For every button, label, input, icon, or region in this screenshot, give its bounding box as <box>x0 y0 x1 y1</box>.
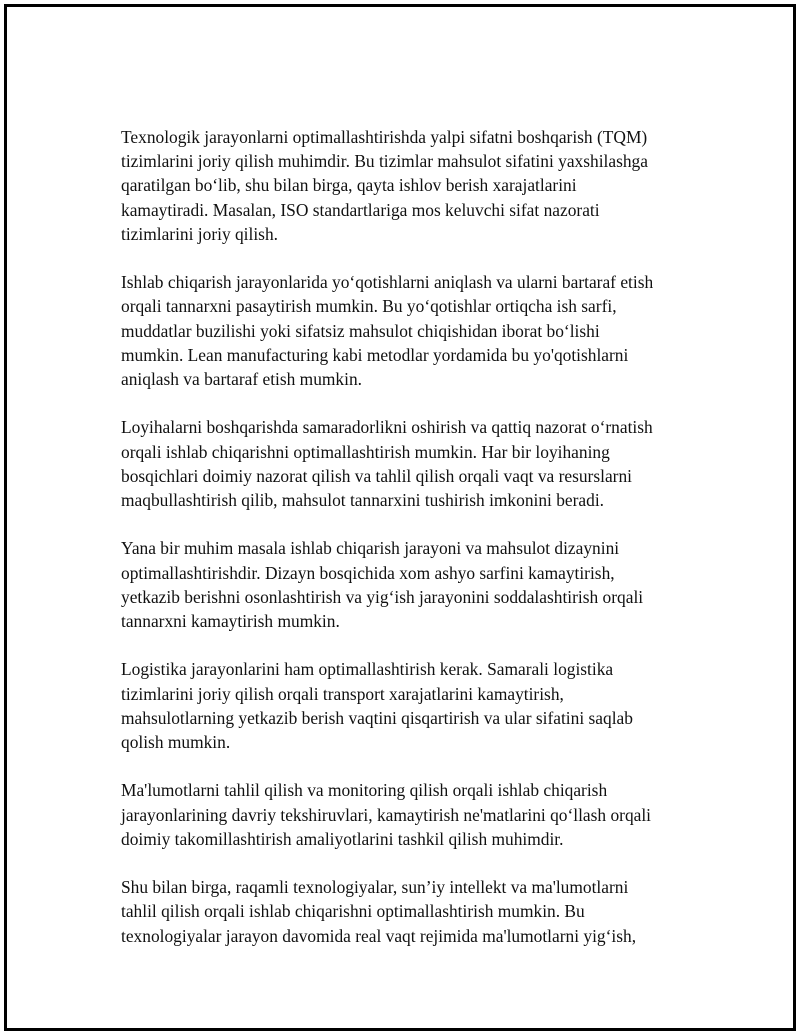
paragraph-1 <box>121 125 693 246</box>
text-line: bosqichlari doimiy nazorat qilish va tahlil qilish orqali vaqt va resurslarni <box>121 465 632 486</box>
text-line: orqali ishlab chiqarishni optimallashtirish mumkin. Har bir loyihaning <box>121 441 610 462</box>
text-line: tizimlarini joriy qilish orqali transport xarajatlarini kamaytirish, <box>121 683 564 704</box>
text-line: kamaytiradi. Masalan, ISO standartlariga mos keluvchi sifat nazorati <box>121 199 600 220</box>
text-line: tahlil qilish orqali ishlab chiqarishni optimallashtirish mumkin. Bu <box>121 901 585 922</box>
text-line: texnologiyalar jarayon davomida real vaqt rejimida ma'lumotlarni yig‘ish, <box>121 925 637 946</box>
text-line: Ishlab chiqarish jarayonlarida yo‘qotishlarni aniqlash va ularni bartaraf etish <box>121 272 654 293</box>
text-line: Shu bilan birga, raqamli texnologiyalar, sun’iy intellekt va ma'lumotlarni <box>121 877 629 898</box>
paragraph-2 <box>121 270 693 391</box>
text-line: Yana bir muhim masala ishlab chiqarish jarayoni va mahsulot dizaynini <box>121 538 620 559</box>
paragraph-3 <box>121 415 693 512</box>
page-frame <box>4 4 796 1031</box>
paragraph-5 <box>121 657 693 754</box>
text-line: maqbullashtirish qilib, mahsulot tannarxini tushirish imkonini beradi. <box>121 490 605 511</box>
paragraph-4 <box>121 536 693 633</box>
text-line: Ma'lumotlarni tahlil qilish va monitoring qilish orqali ishlab chiqarish <box>121 780 608 801</box>
text-line: Texnologik jarayonlarni optimallashtirishda yalpi sifatni boshqarish (TQM) <box>121 127 648 147</box>
text-line: Loyihalarni boshqarishda samaradorlikni oshirish va qattiq nazorat o‘rnatish <box>121 417 653 438</box>
text-line: aniqlash va bartaraf etish mumkin. <box>121 369 362 390</box>
text-line: qaratilgan bo‘lib, shu bilan birga, qayta ishlov berish xarajatlarini <box>121 175 577 196</box>
paragraph-7 <box>121 875 693 948</box>
text-line: mahsulotlarning yetkazib berish vaqtini qisqartirish va ular sifatini saqlab <box>121 707 633 728</box>
text-line: muddatlar buzilishi yoki sifatsiz mahsulot chiqishidan iborat bo‘lishi <box>121 320 600 341</box>
text-line: doimiy takomillashtirish amaliyotlarini tashkil qilish muhimdir. <box>121 828 564 849</box>
text-line: tannarxni kamaytirish mumkin. <box>121 611 340 632</box>
text-line: mumkin. Lean manufacturing kabi metodlar yordamida bu yo'qotishlarni <box>121 344 629 365</box>
text-line: tizimlarini joriy qilish muhimdir. Bu tizimlar mahsulot sifatini yaxshilashga <box>121 151 648 172</box>
paragraph-6 <box>121 778 693 851</box>
text-line: jarayonlarining davriy tekshiruvlari, kamaytirish ne'matlarini qo‘llash orqali <box>121 804 652 825</box>
text-line: qolish mumkin. <box>121 732 231 753</box>
text-line: yetkazib berishni osonlashtirish va yig‘ish jarayonini soddalashtirish orqali <box>121 586 644 607</box>
text-line: Logistika jarayonlarini ham optimallashtirish kerak. Samarali logistika <box>121 659 614 680</box>
text-line: orqali tannarxni pasaytirish mumkin. Bu yo‘qotishlar ortiqcha ish sarfi, <box>121 296 617 317</box>
text-line: optimallashtirishdir. Dizayn bosqichida xom ashyo sarfini kamaytirish, <box>121 562 615 583</box>
document-body <box>121 125 693 972</box>
text-line: tizimlarini joriy qilish. <box>121 223 278 244</box>
